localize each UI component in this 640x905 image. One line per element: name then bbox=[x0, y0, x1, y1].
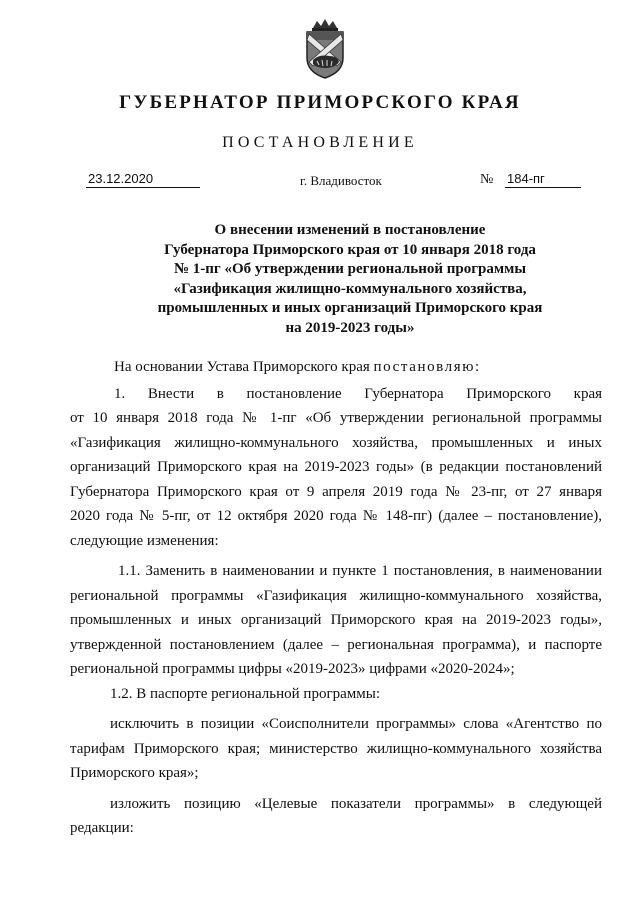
item1-line: организаций Приморского края на 2019-2023 годы» (в редакции постановлений bbox=[70, 459, 602, 475]
item1-last-line: следующие изменения: bbox=[70, 532, 219, 549]
item11-line: утвержденной постановлением (далее – региональная программа), и паспорте bbox=[70, 636, 602, 653]
heading-line: О внесении изменений в постановление bbox=[214, 222, 486, 238]
org-title: ГУБЕРНАТОР ПРИМОРСКОГО КРАЯ bbox=[119, 92, 521, 113]
heading-line: № 1-пг «Об утверждении региональной программы bbox=[173, 261, 527, 277]
heading-line: на 2019-2023 годы» bbox=[285, 319, 415, 336]
item1-line: 2020 года № 5-пг, от 12 октября 2020 года № 148-пг) (далее – постановление), bbox=[70, 508, 602, 524]
item12-line: 1.2. В паспорте региональной программы: bbox=[110, 685, 380, 702]
exclude-line: исключить в позиции «Соисполнители программы» слова «Агентство по bbox=[110, 716, 602, 732]
heading-line: промышленных и иных организаций Приморского края bbox=[157, 300, 543, 316]
preamble-decree-word: постановляю: bbox=[373, 359, 481, 375]
number-label: № bbox=[480, 172, 494, 187]
document-city: г. Владивосток bbox=[300, 173, 382, 188]
exclude-line: тарифам Приморского края; министерство жилищно-коммунального хозяйства bbox=[70, 740, 602, 757]
heading-line: «Газификация жилищно-коммунального хозяйства, bbox=[173, 280, 527, 297]
item1-line: 1. Внести в постановление Губернатора Приморского края bbox=[114, 385, 602, 402]
document-heading bbox=[100, 221, 600, 338]
exclude-last-line: Приморского края»; bbox=[70, 765, 199, 781]
document-date: 23.12.2020 bbox=[86, 171, 200, 188]
statement-last-line: редакции: bbox=[70, 820, 134, 836]
heading-line: Губернатора Приморского края от 10 января 2018 года bbox=[164, 241, 536, 258]
item1-line: Губернатора Приморского края от 9 апреля 2019 года № 23-пг, от 27 января bbox=[70, 483, 602, 500]
item11-line: 1.1. Заменить в наименовании и пункте 1 постановления, в наименовании bbox=[118, 563, 602, 579]
item11-last-line: региональной программы цифры «2019-2023» цифрами «2020-2024»; bbox=[70, 661, 515, 677]
document-number: 184-пг bbox=[505, 171, 581, 188]
preamble bbox=[70, 355, 602, 380]
preamble-text: На основании Устава Приморского края bbox=[114, 359, 370, 375]
item11-line: промышленных и иных организаций Приморского края на 2019-2023 годы», bbox=[70, 612, 602, 628]
document-type: ПОСТАНОВЛЕНИЕ bbox=[222, 134, 418, 151]
statement-line: изложить позицию «Целевые показатели программы» в следующей bbox=[110, 795, 602, 812]
item1-line: «Газификация жилищно-коммунального хозяйства, промышленных и иных bbox=[70, 434, 602, 451]
document-body bbox=[70, 355, 602, 841]
item11-line: региональной программы «Газификация жилищно-коммунального хозяйства, bbox=[70, 587, 602, 604]
primorsky-coat-of-arms-icon bbox=[299, 18, 351, 80]
item1-line: от 10 января 2018 года № 1-пг «Об утверждении региональной программы bbox=[70, 410, 602, 426]
